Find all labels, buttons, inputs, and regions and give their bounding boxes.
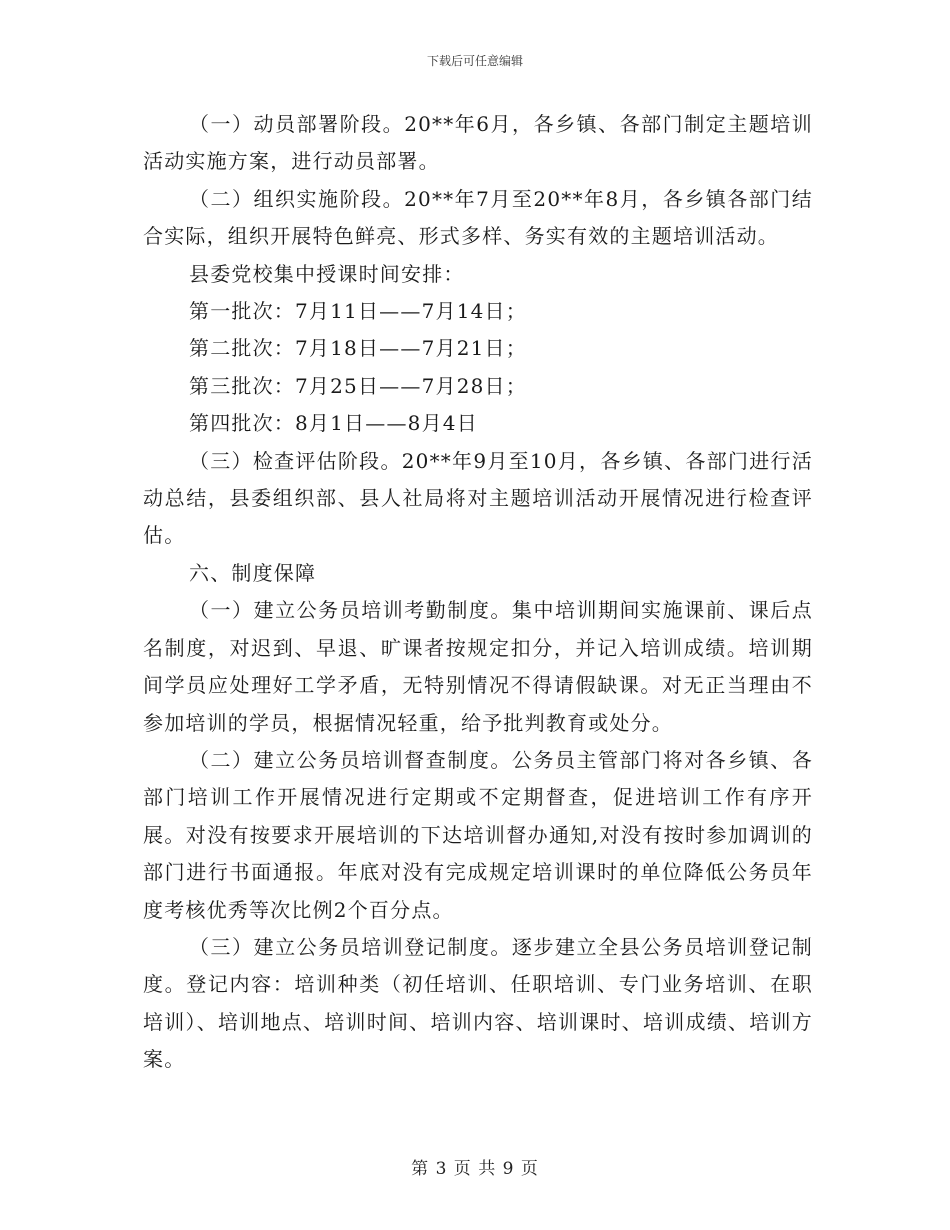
paragraph-batch-1: 第一批次：7月11日——7月14日；: [189, 299, 527, 324]
section-heading-system-guarantee: 六、制度保障: [189, 560, 317, 585]
paragraph-attendance-system: （一）建立公务员培训考勤制度。集中培训期间实施课前、课后点名制度，对迟到、早退、旷课者按规定扣分，并记入培训成绩。培训期间学员应处理好工学矛盾，无特别情况不得请假缺课。对无正当理由不参加培训的学员，根据情况轻重，给予批判教育或处分。: [143, 598, 813, 735]
document-body: [143, 106, 813, 1079]
paragraph-evaluation-stage: （三）检查评估阶段。20**年9月至10月，各乡镇、各部门进行活动总结，县委组织部、县人社局将对主题培训活动开展情况进行检查评估。: [143, 448, 813, 548]
paragraph-batch-2: 第二批次：7月18日——7月21日；: [189, 336, 527, 361]
paragraph-implementation-stage: （二）组织实施阶段。20**年7月至20**年8月，各乡镇各部门结合实际，组织开展特色鲜亮、形式多样、务实有效的主题培训活动。: [143, 186, 813, 249]
paragraph-registration-system: （三）建立公务员培训登记制度。逐步建立全县公务员培训登记制度。登记内容：培训种类（初任培训、任职培训、专门业务培训、在职培训）、培训地点、培训时间、培训内容、培训课时、培训成绩、培训方案。: [143, 934, 813, 1072]
paragraph-mobilization-stage: （一）动员部署阶段。20**年6月，各乡镇、各部门制定主题培训活动实施方案，进行动员部署。: [143, 112, 813, 174]
page-number-footer: 第 3 页 共 9 页: [411, 1159, 539, 1179]
page-header-note: 下载后可任意编辑: [426, 54, 523, 68]
paragraph-schedule-intro: 县委党校集中授课时间安排：: [189, 261, 465, 286]
paragraph-batch-4: 第四批次：8月1日——8月4日: [189, 411, 478, 436]
paragraph-batch-3: 第三批次：7月25日——7月28日；: [189, 373, 527, 398]
paragraph-supervision-system: （二）建立公务员培训督查制度。公务员主管部门将对各乡镇、各部门培训工作开展情况进行定期或不定期督查，促进培训工作有序开展。对没有按要求开展培训的下达培训督办通知,对没有按时参加调训的部门进行书面通报。年底对没有完成规定培训课时的单位降低公务员年度考核优秀等次比例2个百分点。: [143, 747, 813, 922]
